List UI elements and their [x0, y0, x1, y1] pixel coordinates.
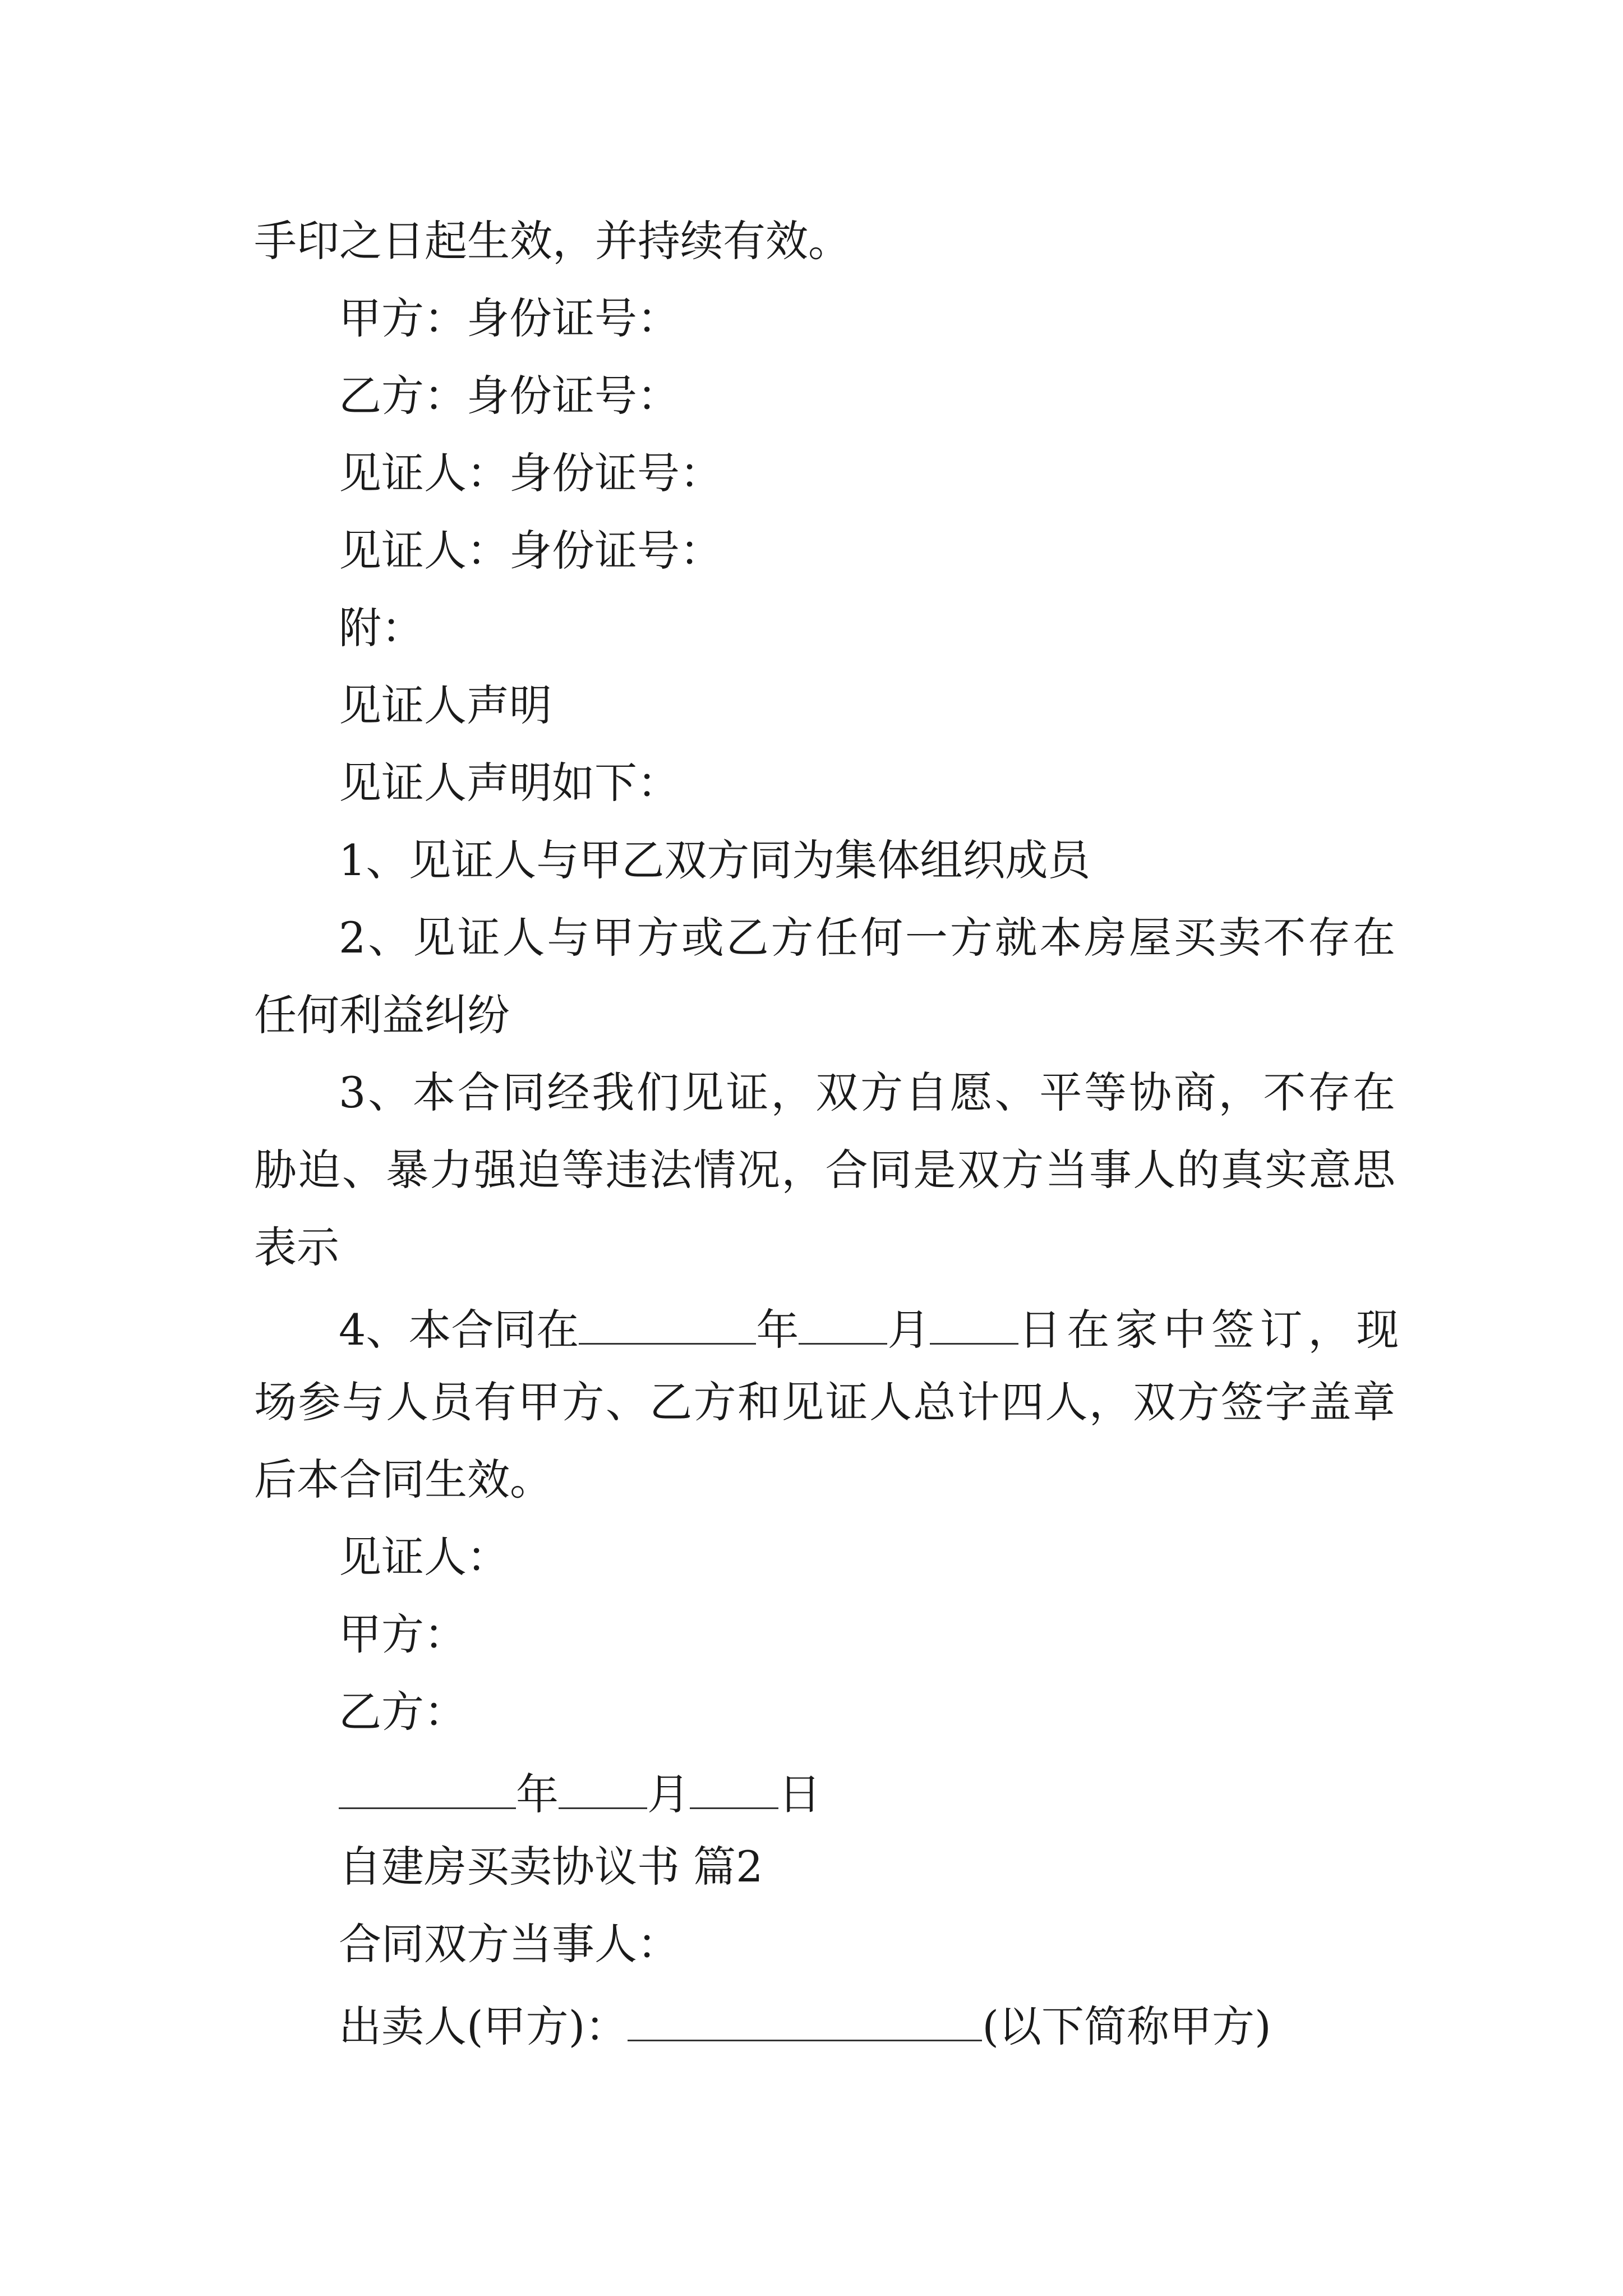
section-title: 自建房买卖协议书 篇2: [339, 1842, 763, 1892]
seller-line: [339, 2000, 1271, 2051]
month-label: 月: [887, 1305, 930, 1355]
year-label: 年: [756, 1305, 799, 1355]
year-blank: [339, 1768, 516, 1809]
seller-suffix: (以下简称甲方): [982, 2001, 1271, 2051]
witness-id-line: 见证人：身份证号：: [339, 448, 722, 498]
year-label: 年: [516, 1769, 559, 1819]
witness-sign-label: 见证人：: [339, 1532, 509, 1582]
month-blank: [799, 1304, 887, 1345]
day-label: 日: [778, 1769, 821, 1819]
parties-label: 合同双方当事人：: [339, 1919, 680, 1969]
paragraph-line: 手印之日起生效，并持续有效。: [254, 216, 851, 266]
day-blank: [690, 1768, 778, 1809]
party-b-sign-label: 乙方：: [339, 1687, 467, 1737]
witness-statement-title: 见证人声明: [339, 680, 552, 730]
year-blank: [579, 1304, 756, 1345]
witness-id-line: 见证人：身份证号：: [339, 526, 722, 576]
statement-item-2-cont: 任何利益纠纷: [254, 990, 510, 1040]
statement-item-3-cont: 胁迫、暴力强迫等违法情况，合同是双方当事人的真实意思: [254, 1145, 1395, 1195]
statement-item-3-end: 表示: [254, 1222, 339, 1272]
statement-item-1: 1、见证人与甲乙双方同为集体组织成员: [339, 835, 1091, 885]
statement-item-4-cont: 场参与人员有甲方、乙方和见证人总计四人，双方签字盖章: [254, 1377, 1395, 1427]
month-label: 月: [647, 1769, 690, 1819]
statement-item-4: [339, 1304, 1405, 1355]
party-a-sign-label: 甲方：: [339, 1609, 467, 1659]
seller-label: 出卖人(甲方)：: [339, 2001, 628, 2051]
day-text: 日在家中签订，现: [1018, 1305, 1405, 1355]
statement-item-4-end: 后本合同生效。: [254, 1455, 552, 1504]
appendix-label: 附：: [339, 603, 424, 653]
witness-statement-intro: 见证人声明如下：: [339, 758, 680, 808]
party-b-id-line: 乙方：身份证号：: [339, 371, 680, 421]
statement-item-3: 3、本合同经我们见证，双方自愿、平等协商，不存在: [339, 1068, 1395, 1117]
month-blank: [559, 1768, 647, 1809]
signing-date-line: [339, 1768, 821, 1819]
day-blank: [930, 1304, 1018, 1345]
item-4-prefix: 4、本合同在: [339, 1305, 579, 1355]
seller-name-blank: [628, 2000, 982, 2041]
party-a-id-line: 甲方：身份证号：: [339, 293, 680, 343]
statement-item-2: 2、见证人与甲方或乙方任何一方就本房屋买卖不存在: [339, 913, 1395, 963]
